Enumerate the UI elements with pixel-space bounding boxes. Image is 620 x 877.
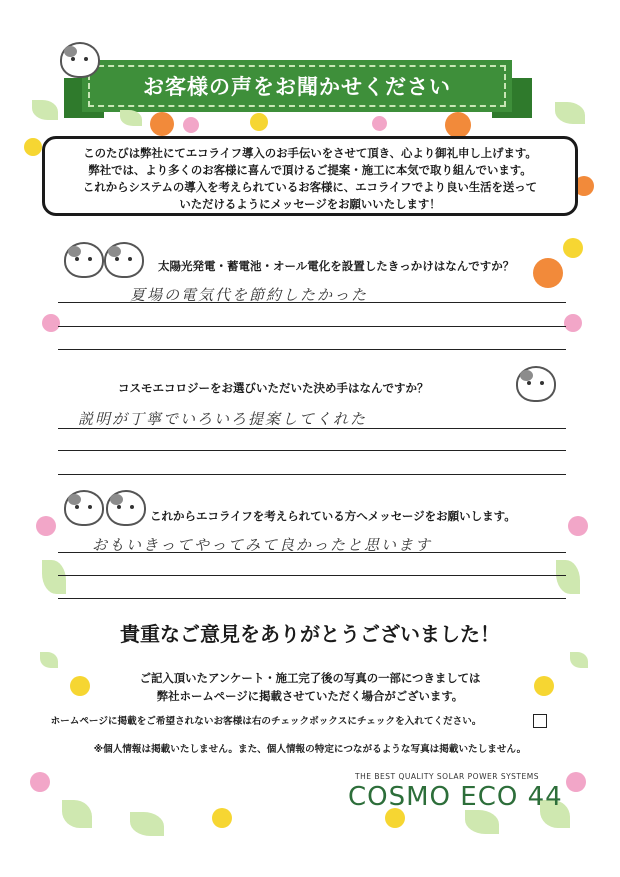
flower-icon bbox=[372, 116, 387, 131]
cat-icon bbox=[60, 42, 100, 78]
flower-icon bbox=[36, 516, 56, 536]
question-2: コスモエコロジーをお選びいただいた決め手はなんですか？ bbox=[118, 381, 429, 395]
cat-icon bbox=[106, 490, 146, 526]
answer-line bbox=[58, 428, 566, 429]
thanks-heading: 貴重なご意見をありがとうございました！ bbox=[120, 622, 500, 646]
answer-line bbox=[58, 598, 566, 599]
flower-icon bbox=[534, 676, 554, 696]
question-1: 太陽光発電・蓄電池・オール電化を設置したきっかけはなんですか？ bbox=[158, 259, 515, 273]
flower-icon bbox=[183, 117, 199, 133]
cat-icon bbox=[64, 242, 104, 278]
answer-line bbox=[58, 349, 566, 350]
flower-icon bbox=[563, 238, 583, 258]
leaf-icon bbox=[120, 110, 142, 126]
privacy-note: ※個人情報は掲載いたしません。また、個人情報の特定につながるような写真は掲載いたしません。 bbox=[93, 744, 527, 755]
no-publish-checkbox[interactable] bbox=[533, 714, 547, 728]
flower-icon bbox=[250, 113, 268, 131]
leaf-icon bbox=[32, 100, 58, 120]
answer-line bbox=[58, 474, 566, 475]
flower-icon bbox=[212, 808, 232, 828]
intro-line: いただけるようにメッセージをお願いいたします！ bbox=[179, 197, 441, 211]
intro-line: これからシステムの導入を考えられているお客様に、エコライフでより良い生活を送って bbox=[82, 180, 538, 194]
leaf-icon bbox=[556, 560, 580, 594]
page-title: お客様の声をお聞かせください bbox=[143, 75, 451, 99]
leaf-icon bbox=[40, 652, 58, 668]
answer-1: 夏場の電気代を節約したかった bbox=[130, 286, 369, 304]
notice-line-2: 弊社ホームページに掲載させていただく場合がございます。 bbox=[156, 689, 464, 703]
checkbox-label: ホームページに掲載をご希望されないお客様は右のチェックボックスにチェックを入れてください。 bbox=[50, 716, 482, 727]
answer-2: 説明が丁寧でいろいろ提案してくれた bbox=[78, 410, 368, 428]
flower-icon bbox=[568, 516, 588, 536]
flower-icon bbox=[564, 314, 582, 332]
flower-icon bbox=[150, 112, 174, 136]
intro-line: 弊社では、より多くのお客様に喜んで頂けるご提案・施工に本気で取り組んでいます。 bbox=[88, 163, 532, 177]
leaf-icon bbox=[130, 812, 164, 836]
answer-line bbox=[58, 552, 566, 553]
logo-tagline: THE BEST QUALITY SOLAR POWER SYSTEMS bbox=[355, 772, 539, 781]
leaf-icon bbox=[465, 810, 499, 834]
intro-box bbox=[42, 136, 578, 216]
flower-icon bbox=[24, 138, 42, 156]
answer-line bbox=[58, 326, 566, 327]
cat-icon bbox=[516, 366, 556, 402]
answer-line bbox=[58, 302, 566, 303]
title-banner bbox=[82, 60, 512, 112]
leaf-icon bbox=[570, 652, 588, 668]
company-logo: COSMO ECO 44 bbox=[348, 782, 563, 812]
answer-line bbox=[58, 575, 566, 576]
cat-icon bbox=[64, 490, 104, 526]
question-3: これからエコライフを考えられている方へメッセージをお願いします。 bbox=[150, 509, 516, 523]
leaf-icon bbox=[555, 102, 585, 124]
notice-line-1: ご記入頂いたアンケート・施工完了後の写真の一部につきましては bbox=[139, 671, 481, 685]
answer-3: おもいきってやってみて良かったと思います bbox=[92, 536, 433, 554]
flower-icon bbox=[445, 112, 471, 138]
answer-line bbox=[58, 450, 566, 451]
intro-line: このたびは弊社にてエコライフ導入のお手伝いをさせて頂き、心より御礼申し上げます。 bbox=[83, 146, 537, 160]
flower-icon bbox=[30, 772, 50, 792]
cat-icon bbox=[104, 242, 144, 278]
leaf-icon bbox=[42, 560, 66, 594]
flower-icon bbox=[533, 258, 563, 288]
flower-icon bbox=[42, 314, 60, 332]
flower-icon bbox=[70, 676, 90, 696]
flower-icon bbox=[566, 772, 586, 792]
leaf-icon bbox=[62, 800, 92, 828]
